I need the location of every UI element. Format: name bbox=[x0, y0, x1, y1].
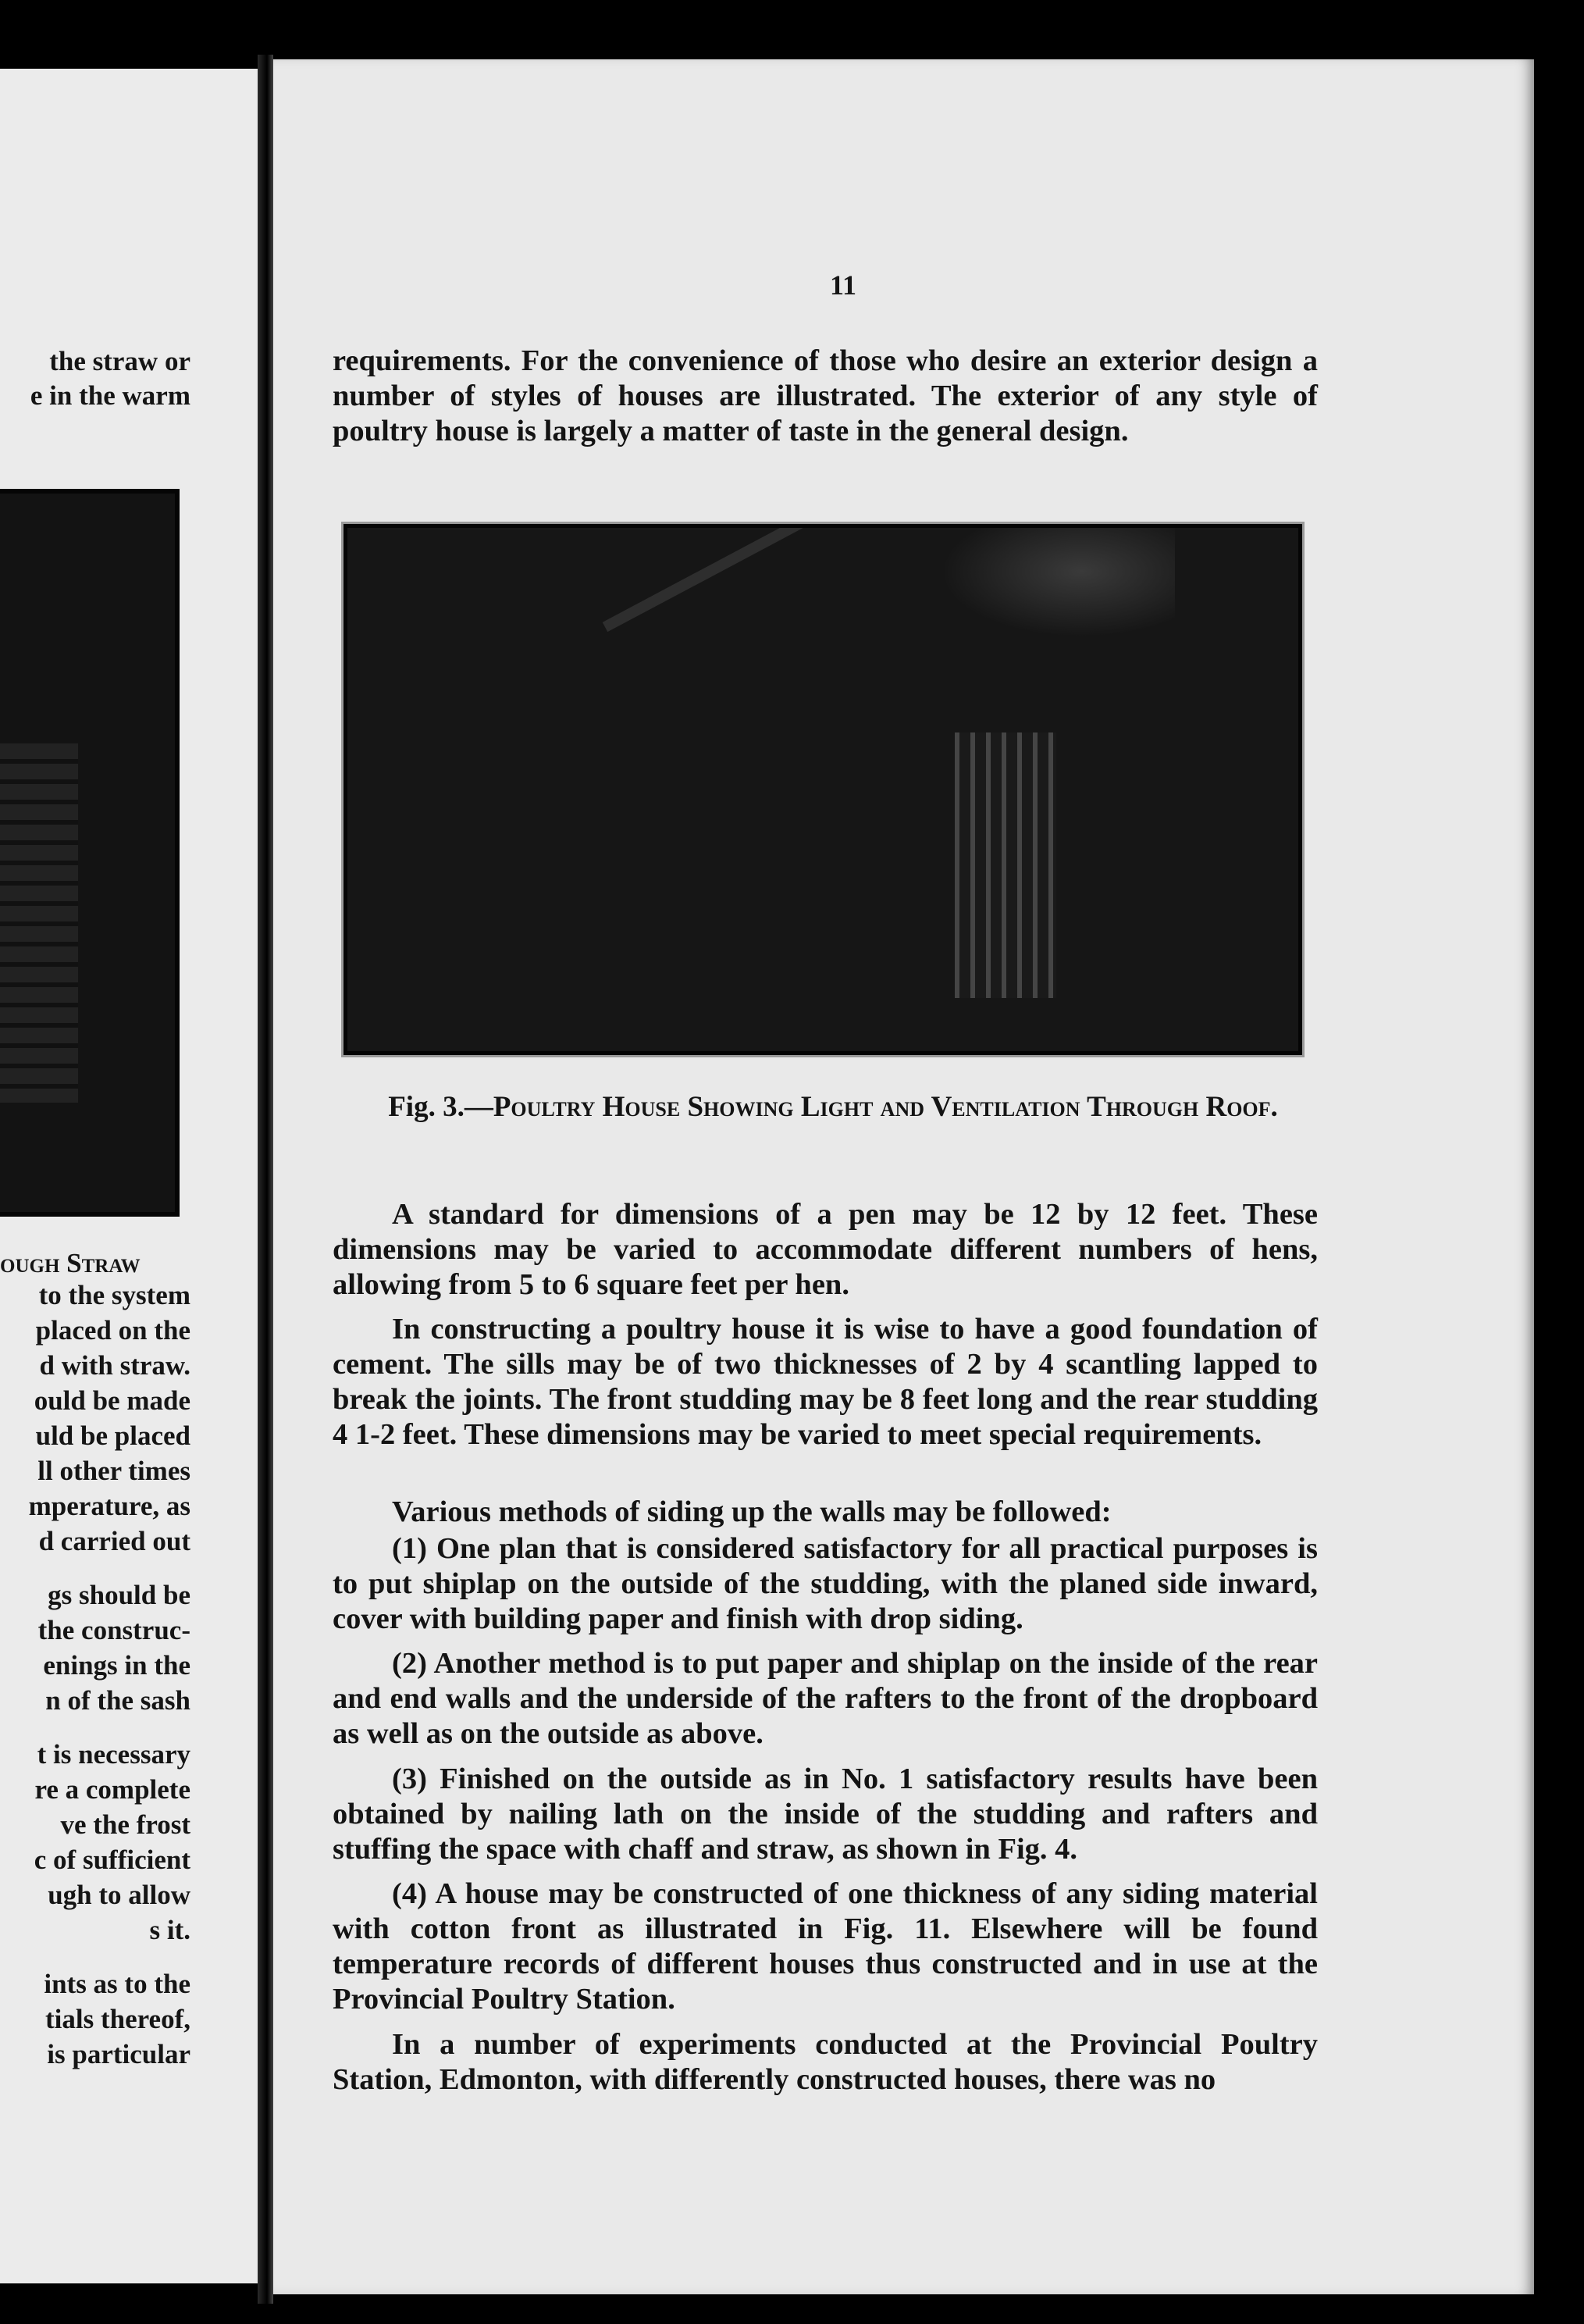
left-line: ould be made bbox=[34, 1385, 190, 1416]
left-line: to the system bbox=[38, 1280, 190, 1310]
paragraph: (3) Finished on the outside as in No. 1 satisfactory results have been obtained by nailing lath on the inside of the studding and rafters and stuffing the space with chaff and straw, as shown in Fig. 4. bbox=[333, 1763, 1318, 1866]
page-number: 11 bbox=[829, 269, 856, 301]
left-line: placed on the bbox=[35, 1315, 190, 1346]
figure-caption bbox=[322, 1089, 1344, 1125]
left-line: tials thereof, bbox=[45, 2004, 190, 2034]
left-line: the straw or bbox=[49, 346, 190, 376]
left-page bbox=[0, 69, 258, 2283]
left-line: uld be placed bbox=[35, 1420, 190, 1451]
left-line: ve the frost bbox=[60, 1809, 190, 1840]
left-figure-caption: ough Straw bbox=[0, 1248, 141, 1278]
left-line: t is necessary bbox=[37, 1739, 190, 1770]
intro-paragraph: requirements. For the convenience of those who desire an exterior design a number of styles of houses are illustrated. The exterior of any style of poultry house is largely a matter of taste in the general design. bbox=[333, 344, 1318, 447]
left-line: d with straw. bbox=[39, 1350, 190, 1381]
paragraph: (2) Another method is to put paper and shiplap on the inside of the rear and end walls and the underside of the rafters to the front of the dropboard as well as on the outside as above. bbox=[333, 1647, 1318, 1750]
left-line: s it. bbox=[149, 1915, 190, 1945]
left-line: c of sufficient bbox=[34, 1845, 190, 1875]
paragraph: Various methods of siding up the walls may be followed: bbox=[392, 1495, 1112, 1528]
siding-texture bbox=[0, 743, 78, 1103]
left-line: ugh to allow bbox=[48, 1880, 190, 1910]
paragraph: In constructing a poultry house it is wise to have a good foundation of cement. The sills may be of two thicknesses of 2 by 4 scantling lapped to break the joints. The front studding may be 8 feet long and the rear studding 4 1-2 feet. These dimensions may be varied to meet special requirements. bbox=[333, 1313, 1318, 1451]
figure-label: Fig. 3.— bbox=[388, 1091, 493, 1123]
left-line: mperature, as bbox=[28, 1491, 190, 1521]
left-line: d carried out bbox=[38, 1526, 190, 1556]
left-line: gs should be bbox=[48, 1580, 190, 1610]
left-line: ll other times bbox=[37, 1456, 190, 1486]
left-line: n of the sash bbox=[45, 1685, 190, 1716]
right-page bbox=[273, 59, 1534, 2294]
paragraph: (1) One plan that is considered satisfactory for all practical purposes is to put shiplap on the outside of the studding, with the planed side inward, cover with building paper and finish with drop siding. bbox=[333, 1532, 1318, 1635]
tree-foliage bbox=[941, 528, 1175, 637]
left-line: is particular bbox=[47, 2039, 190, 2069]
paragraph: In a number of experiments conducted at the Provincial Poultry Station, Edmonton, with differently constructed houses, there was no bbox=[333, 2028, 1318, 2096]
roof-line bbox=[603, 524, 897, 632]
left-line: re a complete bbox=[34, 1774, 190, 1805]
slatted-door bbox=[955, 732, 1056, 998]
figure-caption-text: Poultry House Showing Light and Ventilation Through Roof. bbox=[493, 1091, 1278, 1123]
figure-photo bbox=[343, 524, 1302, 1055]
left-page-photo bbox=[0, 489, 180, 1217]
left-line: e in the warm bbox=[30, 380, 190, 411]
left-line: ints as to the bbox=[44, 1969, 190, 1999]
paragraph: (4) A house may be constructed of one thickness of any siding material with cotton front as illustrated in Fig. 11. Elsewhere will be found temperature records of different houses thus constructed and in use at the Provincial Poultry Station. bbox=[333, 1877, 1318, 2016]
left-line: the construc- bbox=[37, 1615, 190, 1645]
paragraph: A standard for dimensions of a pen may be 12 by 12 feet. These dimensions may be varied to accommodate different numbers of hens, allowing from 5 to 6 square feet per hen. bbox=[333, 1198, 1318, 1301]
left-line: enings in the bbox=[43, 1650, 190, 1681]
book-gutter bbox=[258, 55, 273, 2304]
